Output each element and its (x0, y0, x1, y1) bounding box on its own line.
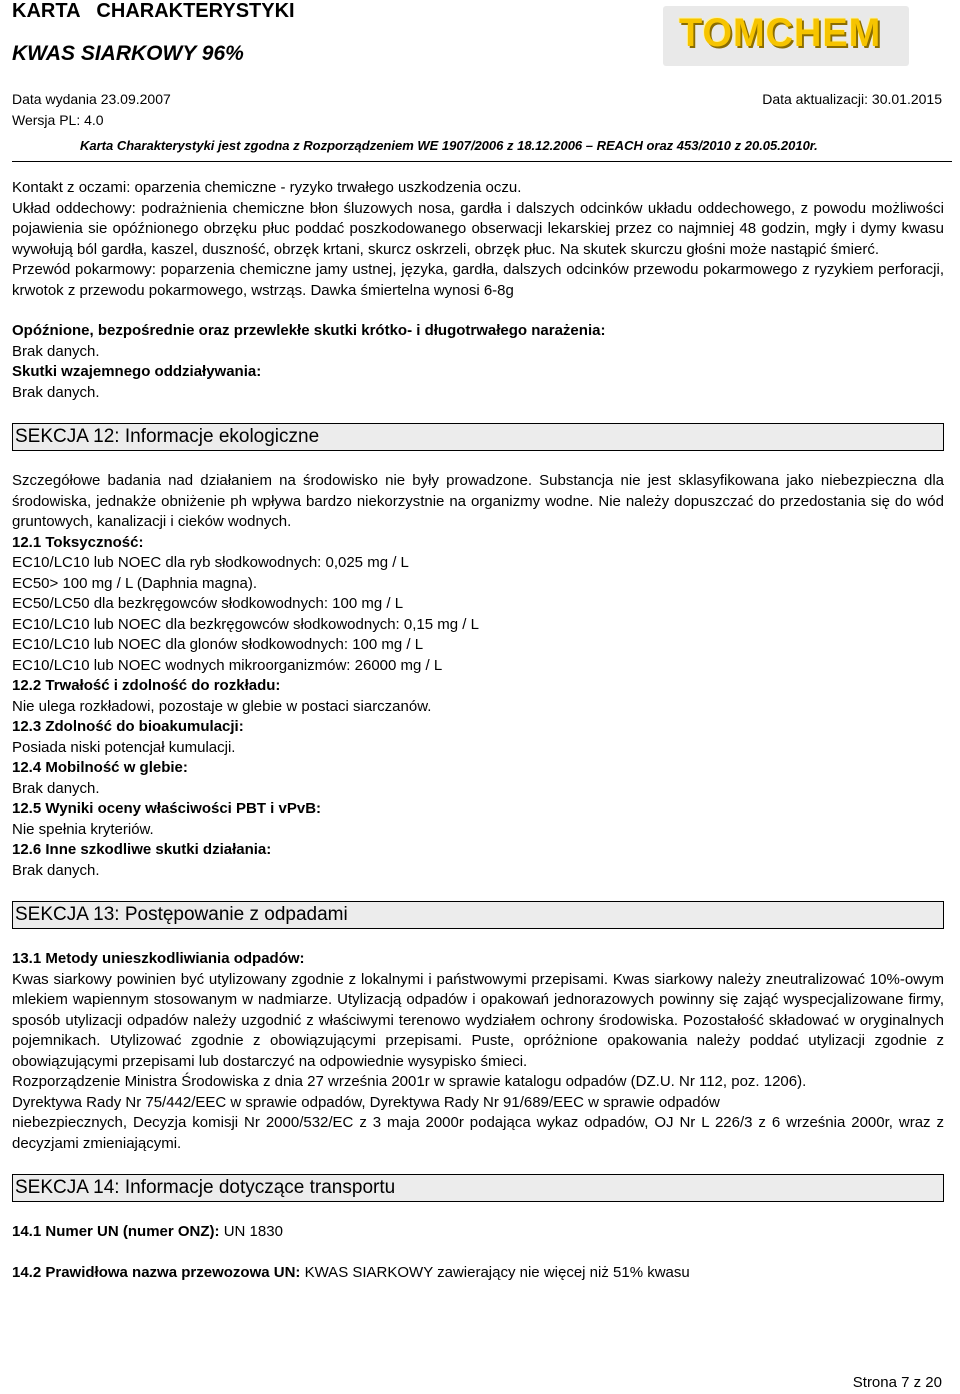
persistence-label: 12.2 Trwałość i zdolność do rozkładu: (12, 677, 281, 694)
other-effects-value: Brak danych. (12, 861, 100, 879)
toxicity-line: EC10/LC10 lub NOEC dla bezkręgowców słodkowodnych: 0,15 mg / L (12, 615, 479, 633)
toxicity-line: EC10/LC10 lub NOEC dla glonów słodkowodnych: 100 mg / L (12, 636, 424, 653)
section-13-heading: SEKCJA 13: Postępowanie z odpadami (12, 901, 944, 929)
toxicity-line: EC50> 100 mg / L (Daphnia magna). (12, 574, 258, 592)
un-number (12, 1222, 944, 1243)
bioaccumulation-label: 12.3 Zdolność do bioakumulacji: (12, 718, 244, 735)
toxicity-line: EC10/LC10 lub NOEC dla ryb słodkowodnych: 0,025 mg / L (12, 554, 409, 571)
respiratory-effects: Układ oddechowy: podrażnienia chemiczne błon śluzowych nosa, gardła i dalszych odcinków układu oddechowego, z powodu możliwości pojawienia sie opóźnionego obrzęku płuc poddać poszkodowanego obserwacji lekarskiej przez co najmniej 48 godzin, mgły i dymy kwasu wywołują ból gardła, kaszel, duszność, obrzęk krtani, skurcz oskrzeli, obrzęk płuc. Na skutek skurczu głośni może nastąpić śmierć. (12, 199, 944, 258)
persistence-value: Nie ulega rozkładowi, pozostaje w glebie w postaci siarczanów. (12, 697, 432, 715)
document-body (12, 178, 944, 1283)
document-type-title: KARTA CHARAKTERYSTYKI (12, 0, 295, 22)
delayed-effects-value: Brak danych. (12, 342, 100, 360)
un-number-label: 14.1 Numer UN (numer ONZ): (12, 1223, 220, 1240)
product-name: KWAS SIARKOWY 96% (12, 42, 244, 65)
issue-date: Data wydania 23.09.2007 (12, 91, 171, 107)
toxicity-line: EC50/LC50 dla bezkręgowców słodkowodnych: 100 mg / L (12, 595, 404, 612)
eye-contact-effects: Kontakt z oczami: oparzenia chemiczne - ryzyko trwałego uszkodzenia oczu. (12, 179, 522, 196)
update-date: Data aktualizacji: 30.01.2015 (762, 91, 942, 107)
toxicity-label: 12.1 Toksyczność: (12, 533, 144, 551)
pbt-label: 12.5 Wyniki oceny właściwości PBT i vPvB: (12, 800, 322, 817)
toxicity-line: EC10/LC10 lub NOEC wodnych mikroorganizmów: 26000 mg / L (12, 656, 443, 674)
un-shipping-name-label: 14.2 Prawidłowa nazwa przewozowa UN: (12, 1263, 301, 1281)
regulation-note: Karta Charakterystyki jest zgodna z Rozporządzeniem WE 1907/2006 z 18.12.2006 – REACH oraz 453/2010 z 20.05.2010r. (80, 138, 818, 153)
interaction-effects-value: Brak danych. (12, 383, 100, 401)
directive-line: Dyrektywa Rady Nr 75/442/EEC w sprawie odpadów, Dyrektywa Rady Nr 91/689/EEC w sprawie odpadów (12, 1093, 720, 1111)
section-12-heading: SEKCJA 12: Informacje ekologiczne (12, 423, 944, 451)
regulation-paragraph: Rozporządzenie Ministra Środowiska z dnia 27 września 2001r w sprawie katalogu odpadów (DZ.U. Nr 112, poz. 1206). (12, 1073, 807, 1090)
delayed-effects-label: Opóźnione, bezpośrednie oraz przewlekłe skutki krótko- i długotrwałego narażenia: (12, 322, 606, 339)
disposal-methods-label: 13.1 Metody unieszkodliwiania odpadów: (12, 950, 305, 967)
version: Wersja PL: 4.0 (12, 112, 104, 128)
bioaccumulation-value: Posiada niski potencjał kumulacji. (12, 738, 236, 756)
digestive-effects: Przewód pokarmowy: poparzenia chemiczne jamy ustnej, języka, gardła, dalszych odcinków przewodu pokarmowego z ryzykiem perforacji, krwotok z przewodu pokarmowego, wstrząs. Dawka śmiertelna wynosi 6-8g (12, 261, 944, 299)
mobility-label: 12.4 Mobilność w glebie: (12, 759, 188, 776)
disposal-paragraph: Kwas siarkowy powinien być utylizowany zgodnie z lokalnymi i państwowymi przepisami. Kwas siarkowy należy zneutralizować 10%-owym mlekiem wapiennym stosowanym w nadmiarze. Utylizacją odpadów i opakowań jednorazowych powinny się zająć wyspecjalizowane firmy, sposób utylizacji odpadów należy uzgodnić z właściwymi terenowo wydziałem ochrony środowiska. Pozostałość składować w oryginalnych pojemnikach. Utylizować zgodnie z obowiązującymi przepisami. Puste, opróżnione opakowania należy poddać utylizacji zgodnie z obowiązującymi przepisami lub dostarczyć na odpowiednie wysypisko śmieci. (12, 970, 944, 1070)
interaction-effects-label: Skutki wzajemnego oddziaływania: (12, 363, 262, 380)
un-shipping-name (12, 1263, 944, 1284)
page-number: Strona 7 z 20 (852, 1374, 942, 1391)
tomchem-logo: TOMCHEM (663, 6, 909, 66)
pbt-value: Nie spełnia kryteriów. (12, 820, 154, 838)
directive-paragraph: niebezpiecznych, Decyzja komisji Nr 2000/532/EC z 3 maja 2000r podająca wykaz odpadów, OJ Nr L 226/3 z 6 września 2000r, wraz z decyzjami zmieniającymi. (12, 1114, 944, 1152)
mobility-value: Brak danych. (12, 779, 100, 797)
un-shipping-name-value: KWAS SIARKOWY zawierający nie więcej niż 51% kwasu (304, 1263, 690, 1281)
eco-intro: Szczegółowe badania nad działaniem na środowisko nie były prowadzone. Substancja nie jest sklasyfikowana jako niebezpieczna dla środowiska, jednakże obniżenie ph wpływa bardzo niekorzystnie na organizmy wodne. Nie należy dopuszczać do przedostania się do wód gruntowych, kanalizacji i cieków wodnych. (12, 472, 944, 530)
other-effects-label: 12.6 Inne szkodliwe skutki działania: (12, 841, 272, 858)
section-14-heading: SEKCJA 14: Informacje dotyczące transportu (12, 1174, 944, 1202)
header-divider (12, 161, 952, 162)
un-number-value: UN 1830 (223, 1223, 283, 1240)
